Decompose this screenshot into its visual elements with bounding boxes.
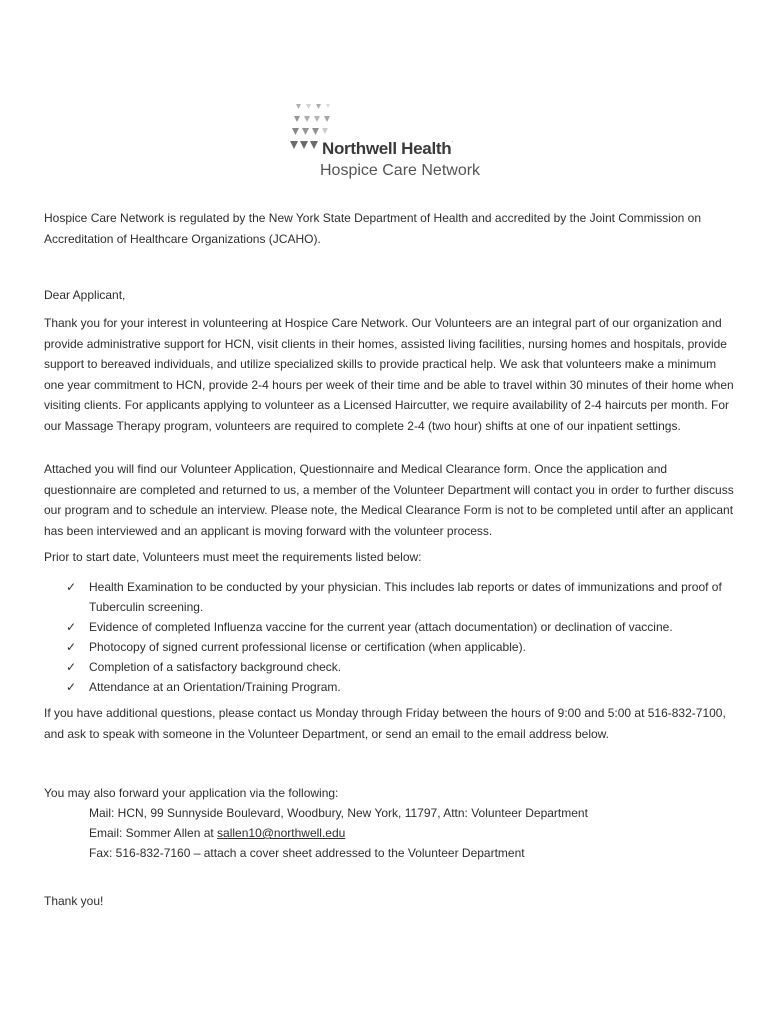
- intro-paragraph: Hospice Care Network is regulated by the New York State Department of Health and accredited by the Joint Commission on Accreditation of Healthcare Organizations (JCAHO).: [44, 211, 701, 246]
- paragraph-volunteer-roles: Thank you for your interest in volunteering at Hospice Care Network. Our Volunteers are an integral part of our organization and provide administrative support for HCN, visit clients in their homes, assisted living facilities, nursing homes and hospitals, provide support to bereaved individuals, and utilize specialized skills to provide practical help. We ask that volunteers make a minimum one year commitment to HCN, provide 2-4 hours per week of their time and be able to travel within 30 minutes of their home when visiting clients. For applicants applying to volunteer as a Licensed Haircutter, we require availability of 2-4 haircuts per month. For our Massage Therapy program, volunteers are required to complete 2-4 (two hour) shifts at one of our inpatient settings.: [44, 316, 734, 433]
- contact-mail: Mail: HCN, 99 Sunnyside Boulevard, Woodbury, New York, 11797, Attn: Volunteer Department: [89, 806, 588, 820]
- requirements-intro: Prior to start date, Volunteers must meet the requirements listed below:: [44, 550, 422, 564]
- greeting: Dear Applicant,: [44, 288, 126, 302]
- check-mark-icon: ✓: [66, 680, 77, 694]
- contact-fax: Fax: 516-832-7160 – attach a cover sheet addressed to the Volunteer Department: [89, 846, 525, 860]
- requirement-item: ✓ Photocopy of signed current professional license or certification (when applicable).: [66, 637, 736, 657]
- brand-subtitle: Hospice Care Network: [320, 162, 481, 179]
- check-mark-icon: ✓: [66, 620, 77, 634]
- requirement-item: ✓ Evidence of completed Influenza vaccine for the current year (attach documentation) or declination of vaccine.: [66, 617, 736, 637]
- requirement-item: ✓ Completion of a satisfactory background check.: [66, 657, 736, 677]
- contact-email: Email: Sommer Allen at sallen10@northwell.edu: [89, 826, 346, 840]
- requirements-list: [66, 577, 736, 697]
- check-mark-icon: ✓: [66, 580, 77, 594]
- questions-paragraph: If you have additional questions, please contact us Monday through Friday between the hours of 9:00 and 5:00 at 516-832-7100, and ask to speak with someone in the Volunteer Department, or send an email to the email address below.: [44, 706, 726, 741]
- paragraph-application: Attached you will find our Volunteer Application, Questionnaire and Medical Clearance form. Once the application and questionnaire are completed and returned to us, a member of the Volunteer Department will contact you in order to further discuss our program and to schedule an interview. Please note, the Medical Clearance Form is not to be completed until after an applicant has been interviewed and an applicant is moving forward with the volunteer process.: [44, 462, 734, 538]
- email-link[interactable]: sallen10@northwell.edu: [217, 826, 346, 840]
- check-mark-icon: ✓: [66, 660, 77, 674]
- requirement-item: ✓ Attendance at an Orientation/Training Program.: [66, 677, 736, 697]
- closing: Thank you!: [44, 894, 104, 908]
- check-mark-icon: ✓: [66, 640, 77, 654]
- brand-name: Northwell Health·: [322, 139, 454, 158]
- requirement-item: ✓ Health Examination to be conducted by your physician. This includes lab reports or dates of immunizations and proof of Tuberculin screening.: [66, 577, 736, 617]
- forward-intro: You may also forward your application via the following:: [44, 786, 339, 800]
- northwell-logo: [290, 100, 520, 182]
